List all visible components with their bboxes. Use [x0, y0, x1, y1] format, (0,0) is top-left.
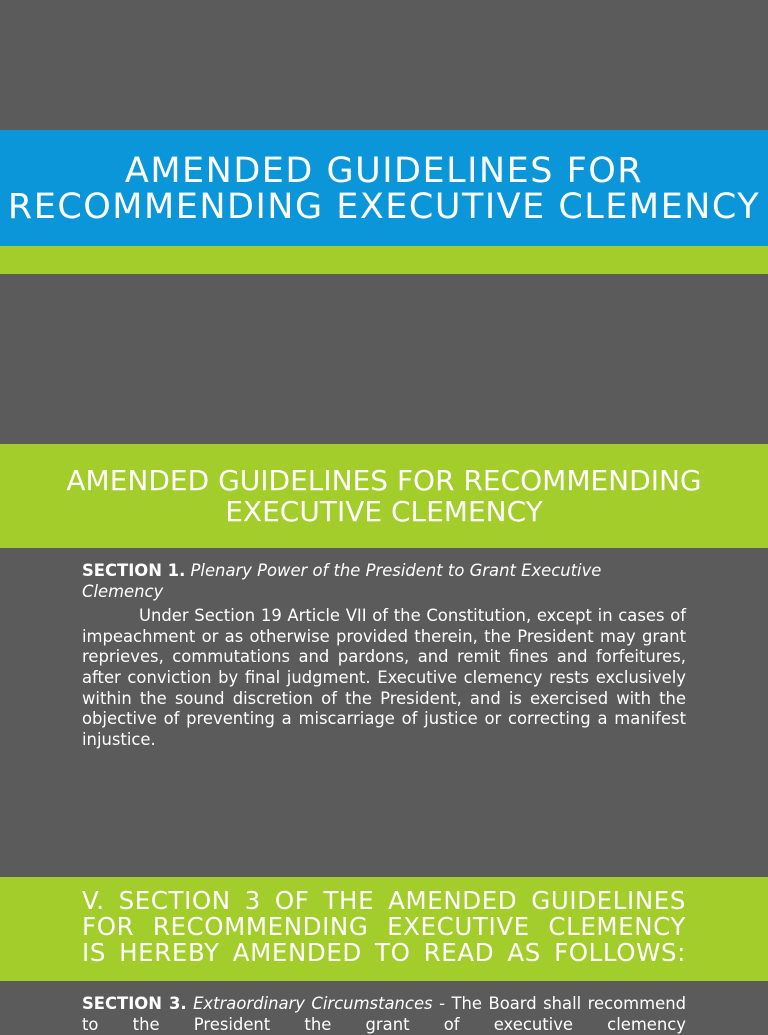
slide2-body [82, 561, 686, 750]
slide1-title-band [0, 130, 768, 246]
slide3-body [82, 994, 686, 1035]
slide2-title: AMENDED GUIDELINES FOR RECOMMENDING EXECUTIVE CLEMENCY [66, 464, 702, 528]
section3-title: Extraordinary Circumstances [193, 994, 433, 1013]
section1-paragraph: Under Section 19 Article VII of the Constitution, except in cases of impeachment or as otherwise provided therein, the President may grant reprieves, commutations and pardons, and remit fines and forfeitures, after conviction by final judgment. Executive clemency rests exclusively within the sound discretion of the President, and is exercised with the objective of preventing a miscarriage of justice or correcting a manifest injustice. [82, 606, 686, 749]
slide2-header-band [0, 444, 768, 548]
section3-label: SECTION 3. [82, 994, 187, 1013]
slide3-title: V. SECTION 3 OF THE AMENDED GUIDELINES FOR RECOMMENDING EXECUTIVE CLEMENCY IS HEREBY AMENDED TO READ AS FOLLOWS: [82, 886, 686, 967]
slide3-header-band [0, 877, 768, 981]
section1-label: SECTION 1. [82, 561, 186, 580]
section1-title: Plenary Power of the President to Grant Executive Clemency [82, 561, 602, 601]
section3-text: - The Board shall recommend to the President the grant of executive clemency [82, 994, 686, 1034]
slide1-title: AMENDED GUIDELINES FOR RECOMMENDING EXECUTIVE CLEMENCY [7, 151, 761, 227]
slide1-accent-strip [0, 246, 768, 274]
section1-heading [82, 561, 686, 602]
